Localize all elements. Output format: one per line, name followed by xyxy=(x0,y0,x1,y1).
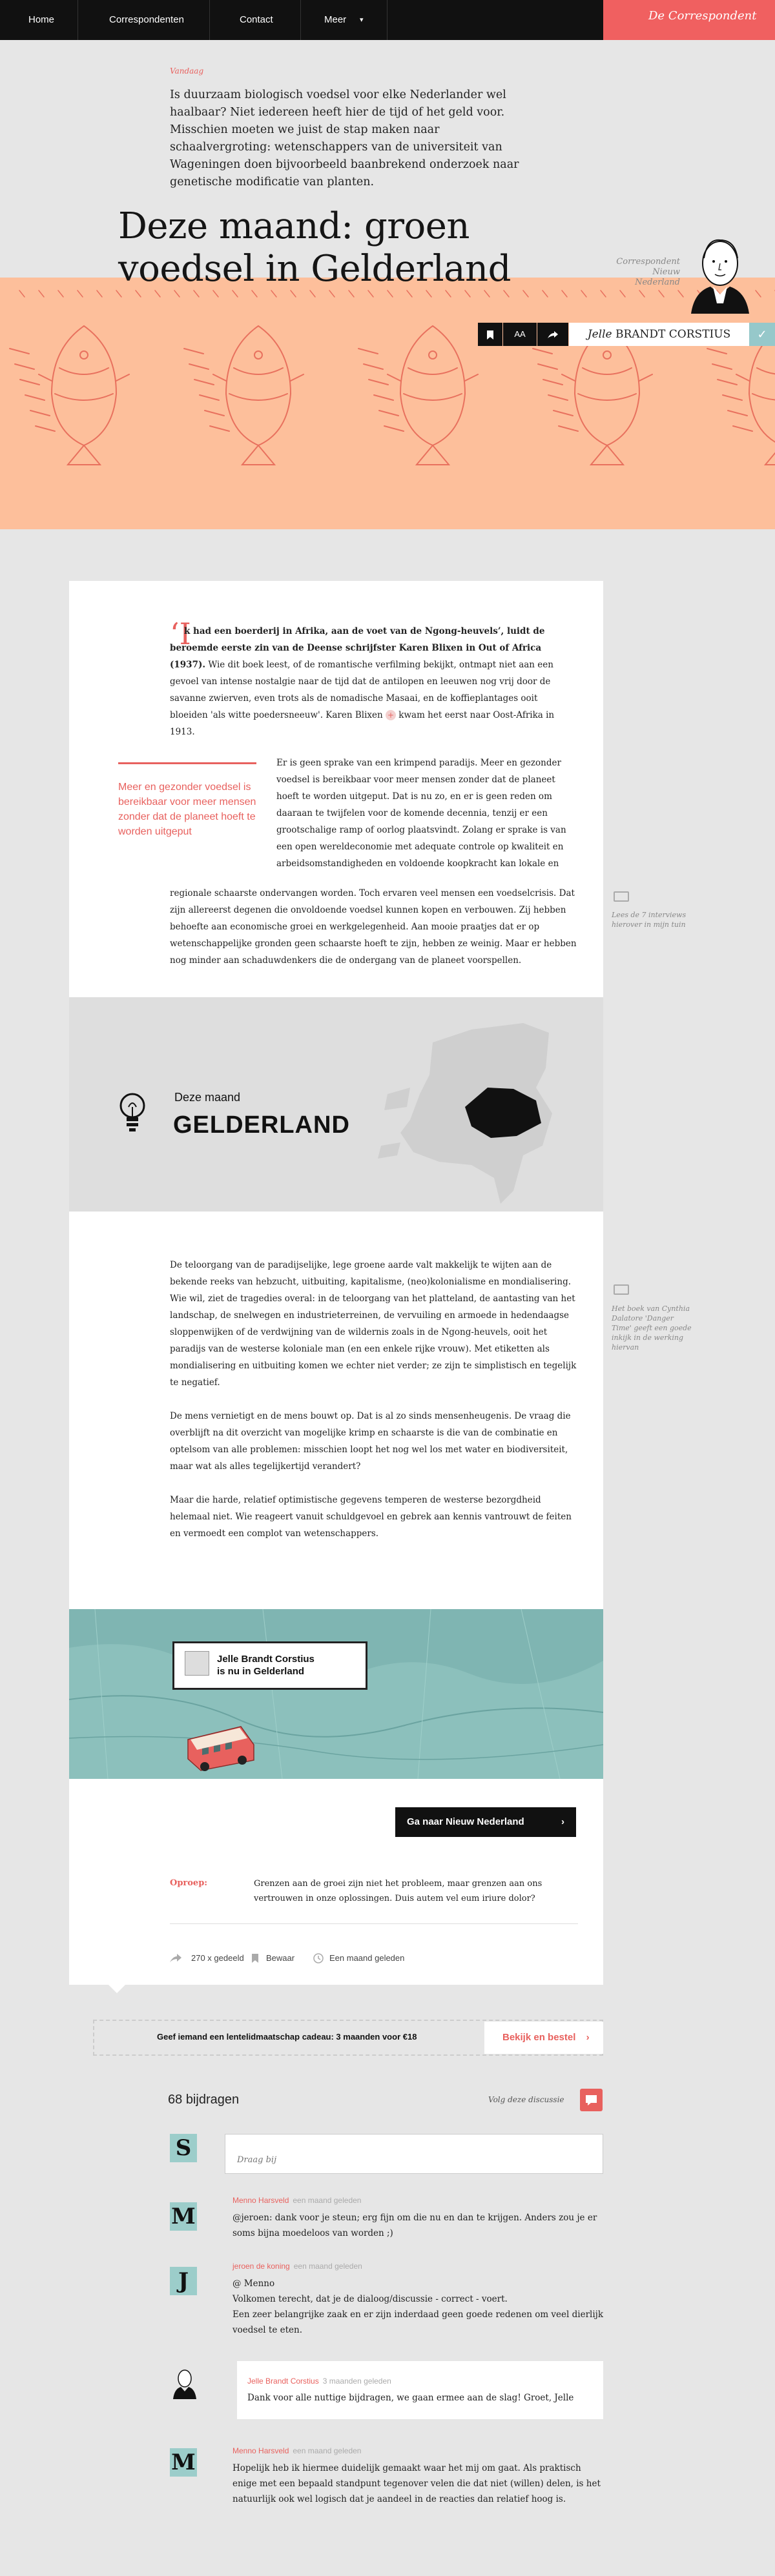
oproep-label: Oproep: xyxy=(170,1878,208,1888)
bookmark-icon[interactable] xyxy=(252,1954,258,1963)
article-paragraph: regionale schaarste ondervangen worden. Toch ervaren veel mensen een voedselcrisis. Dat zijn allereerst degenen die onvoldoende voedsel kunnen kopen en verbouwen. Zij hebben behoefte aan economische groei en werkgelegenheid. Aan mooie praatjes dat er op wetenschappelijke gronden geen schaarste hoeft te zijn, hebben ze weinig. Maar er hebben nog minder aan schaduwdenkers die de ondergang van de planeet voorspellen. xyxy=(170,888,577,966)
location-popup[interactable] xyxy=(172,1641,367,1690)
speech-bubble-icon xyxy=(580,2089,603,2111)
avatar: S xyxy=(170,2134,197,2162)
side-note: Het boek van Cynthia Dalatore 'Danger Time' geeft een goede inkijk in de werking hiervan xyxy=(612,1304,692,1352)
count-label: bijdragen xyxy=(185,2093,240,2107)
chevron-right-icon: › xyxy=(561,1816,564,1827)
share-icon[interactable] xyxy=(537,323,568,346)
author-name: Menno Harsveld xyxy=(232,2446,289,2455)
comment-time: een maand geleden xyxy=(293,2262,362,2271)
avatar xyxy=(185,1651,209,1676)
map-background xyxy=(69,1609,603,1779)
chevron-down-icon[interactable]: ▾ xyxy=(360,16,364,24)
pullquote: Meer en gezonder voedsel is bereikbaar voor meer mensen zonder dat de planeet hoeft te worden uitgeput xyxy=(118,782,256,837)
nav-divider xyxy=(387,0,388,40)
nav-contact[interactable]: Contact xyxy=(240,14,273,25)
lead-text: Wie dit boek leest, of de romantische verfilming bekijkt, ontmapt niet aan een gevoel van intense nostalgie naar de tijd dat de antilopen en leeuwen nog vrij door de savanne zwierven, even trots als de nomadische Masaai, en de koffieplantages ooit bloeiden 'als witte poedersneeuw'. Karen Blixen xyxy=(170,660,553,720)
publish-age: Een maand geleden xyxy=(329,1953,405,1963)
side-note: Lees de 7 interviews hierover in mijn tuin xyxy=(612,911,687,929)
popup-line: Jelle Brandt Corstius xyxy=(217,1654,315,1665)
oproep-text: Grenzen aan de groei zijn niet het probleem, maar grenzen aan ons vertrouwen in onze oplossingen. Duis autem vel eum iriure dolor? xyxy=(254,1879,542,1903)
role-line: Nederland xyxy=(635,278,680,287)
author-last-name: BRANDT CORSTIUS xyxy=(615,328,731,341)
popup-text xyxy=(217,1653,315,1678)
article-lead xyxy=(170,623,578,740)
comments-count xyxy=(168,2093,239,2107)
article-paragraph: De mens vernietigt en de mens bouwt op. Dat is al zo sinds mensenheugenis. De vraag die overblijft na dit overzicht van mogelijke krimp en schaarste is die van de combinatie en optelsom van alle problemen: misschien loopt het nog wel los met water en biodiversiteit, maar wat als alles tegelijkertijd verandert? xyxy=(170,1411,571,1472)
clock-icon xyxy=(313,1953,324,1963)
card-pointer xyxy=(108,1984,126,1993)
fish-icon xyxy=(184,326,304,465)
article-toolbar xyxy=(478,323,775,346)
role-line: Correspondent xyxy=(616,257,680,267)
comment-line: Een zeer belangrijke zaak en er zijn inderdaad geen goede redenen om veel dierlijk voedsel te eten. xyxy=(232,2309,604,2335)
month-place: GELDERLAND xyxy=(173,1111,350,1139)
article-body xyxy=(170,1257,578,1559)
nav-divider xyxy=(300,0,301,40)
author-name[interactable] xyxy=(569,323,749,346)
comment-body: Hopelijk heb ik hiermee duidelijk gemaakt waar het mij om gaat. Als praktisch enige met een bepaald standpunt tegenover velen die dat niet (willen) delen, is het natuurlijk ook wel logisch dat je aandeel in de reacties dan relatief hoog is. xyxy=(232,2463,601,2504)
article-paragraph: De teloorgang van de paradijselijke, lege groene aarde valt makkelijk te wijten aan de bekende reeks van hebzucht, uitbuiting, kapitalisme, (neo)kolonialisme en mondialisering. Wie wil, ziet de tragedies overal: in de teloorgang van het platteland, de aantasting van het landschap, de snelwegen en industrieterreinen, de vervuiling en armoede in hedendaagse sloppenwijken of de verdwijning van de wildernis zoals in de Ngong-heuvels, ooit het paradijs van de westerse koloniale man (en een enkele rijke vrouw). Met etiketten als mondialisering en uitbuiting komen we echter niet verder; ze zijn te simplistisch en tegelijk te negatief. xyxy=(170,1260,577,1388)
divider xyxy=(170,1923,578,1924)
button-label: Bekijk en bestel xyxy=(502,2032,576,2043)
gift-order-button[interactable] xyxy=(484,2022,603,2054)
correspondent-portrait xyxy=(685,232,753,314)
note-icon[interactable] xyxy=(614,891,629,902)
comment-body: @jeroen: dank voor je steun; erg fijn om die nu en dan te krijgen. Anders zou je er soms bijna moedeloos van worden ;) xyxy=(232,2213,597,2238)
logo-text: De Correspondent xyxy=(648,9,757,23)
chevron-right-icon: › xyxy=(586,2032,590,2043)
comment-body xyxy=(232,2276,607,2338)
role-line: Nieuw xyxy=(652,267,680,277)
van-icon xyxy=(183,1720,258,1772)
follow-check-icon[interactable]: ✓ xyxy=(749,323,775,346)
button-label: Ga naar Nieuw Nederland xyxy=(407,1816,524,1827)
share-icon[interactable] xyxy=(170,1954,181,1963)
fish-icon xyxy=(533,326,652,465)
correspondent-role xyxy=(599,257,680,288)
header-illustration xyxy=(0,278,775,529)
comment-author[interactable] xyxy=(232,2446,361,2455)
comment-line: Volkomen terecht, dat je de dialoog/discussie - correct - voert. xyxy=(232,2294,508,2304)
location-map[interactable] xyxy=(69,1609,603,1779)
comment-time: een maand geleden xyxy=(293,2196,362,2205)
comment-input-box[interactable] xyxy=(225,2134,603,2174)
count-number: 68 xyxy=(168,2093,183,2107)
nav-divider xyxy=(209,0,210,40)
popup-line: is nu in Gelderland xyxy=(217,1666,305,1677)
lead-bold: k had een boerderij in Afrika, aan de voet van de Ngong-heuvels’, luidt de beroemde eerste zin van de Deense schrijfster Karen Blixen in Out of Africa (1937). xyxy=(170,626,545,670)
article-title: Deze maand: groen voedsel in Gelderland xyxy=(118,205,511,290)
gift-text: Geef iemand een lentelidmaatschap cadeau: 3 maanden voor €18 xyxy=(157,2032,417,2042)
article-paragraph: Maar die harde, relatief optimistische gegevens temperen de westerse bezorgdheid helemaal niet. Wie reageert vanuit schuldgevoel en gebrek aan kennis vantrouwt de feiten en vermoedt een complot van wetenschappers. xyxy=(170,1495,572,1539)
fish-icon xyxy=(358,326,478,465)
font-size-button[interactable]: AA xyxy=(503,323,537,346)
article-paragraph: Er is geen sprake van een krimpend paradijs. Meer en gezonder voedsel is bereikbaar voor meer mensen zonder dat de planeet hoeft te worden uitgeput. Dat is nu zo, en er is geen reden om daaraan te twijfelen voor de komende decennia, tenzij er een grootschalige ramp of oorlog plaatsvindt. Zolang er sprake is van een open wereldeconomie met adequate controle op kwaliteit en arbeidsomstandigheden en voldoende koopkracht kan lokale en xyxy=(276,758,566,869)
comment-input[interactable] xyxy=(225,2135,603,2173)
follow-discussion-button[interactable] xyxy=(580,2089,603,2111)
avatar: M xyxy=(170,2202,197,2231)
follow-discussion-link[interactable]: Volg deze discussie xyxy=(488,2095,564,2104)
pullquote-rule xyxy=(118,762,256,764)
top-navigation xyxy=(0,0,775,40)
avatar: M xyxy=(170,2448,197,2477)
author-name: Jelle Brandt Corstius xyxy=(247,2377,319,2386)
goto-nieuw-nederland-button[interactable] xyxy=(395,1807,576,1837)
nav-correspondenten[interactable]: Correspondenten xyxy=(109,14,184,25)
comment-author[interactable] xyxy=(247,2377,391,2386)
share-count: 270 x gedeeld xyxy=(191,1953,244,1963)
comment-body: Dank voor alle nuttige bijdragen, we gaan ermee aan de slag! Groet, Jelle xyxy=(247,2393,574,2403)
comment-time: een maand geleden xyxy=(293,2446,362,2455)
fish-icon xyxy=(10,326,129,465)
annotation-marker[interactable]: + xyxy=(386,710,396,720)
lead-text: kwam het eerst naar Oost-Afrika in 1913. xyxy=(170,710,555,737)
month-label: Deze maand xyxy=(174,1091,241,1104)
article-kicker: Vandaag xyxy=(170,66,204,76)
author-first-name: Jelle xyxy=(587,328,612,341)
site-logo[interactable] xyxy=(603,0,775,40)
comment-author[interactable] xyxy=(232,2262,362,2271)
bookmark-icon[interactable] xyxy=(478,323,502,346)
author-name: Menno Harsveld xyxy=(232,2196,289,2205)
dropcap: ‘I xyxy=(170,616,191,651)
comment-line: @ Menno xyxy=(232,2278,275,2289)
note-icon[interactable] xyxy=(614,1284,629,1295)
save-link[interactable]: Bewaar xyxy=(266,1953,295,1963)
lightbulb-icon xyxy=(118,1093,147,1134)
fish-illustration xyxy=(0,278,775,529)
fish-icon xyxy=(707,326,775,465)
author-name: jeroen de koning xyxy=(232,2262,290,2271)
netherlands-map[interactable] xyxy=(375,1017,588,1204)
avatar xyxy=(169,2367,199,2399)
avatar: J xyxy=(170,2267,197,2295)
nav-home[interactable]: Home xyxy=(28,14,55,25)
nav-meer[interactable]: Meer xyxy=(324,14,347,25)
comment-time: 3 maanden geleden xyxy=(322,2377,391,2386)
article-intro: Is duurzaam biologisch voedsel voor elke Nederlander wel haalbaar? Niet iedereen heeft hier de tijd of het geld voor. Misschien moeten we juist de stap maken naar schaalvergroting: wetenschappers van de universiteit van Wageningen doen bijvoorbeeld baanbrekend onderzoek naar genetische modificatie van planten. xyxy=(170,88,519,188)
comment-author[interactable] xyxy=(232,2196,361,2205)
